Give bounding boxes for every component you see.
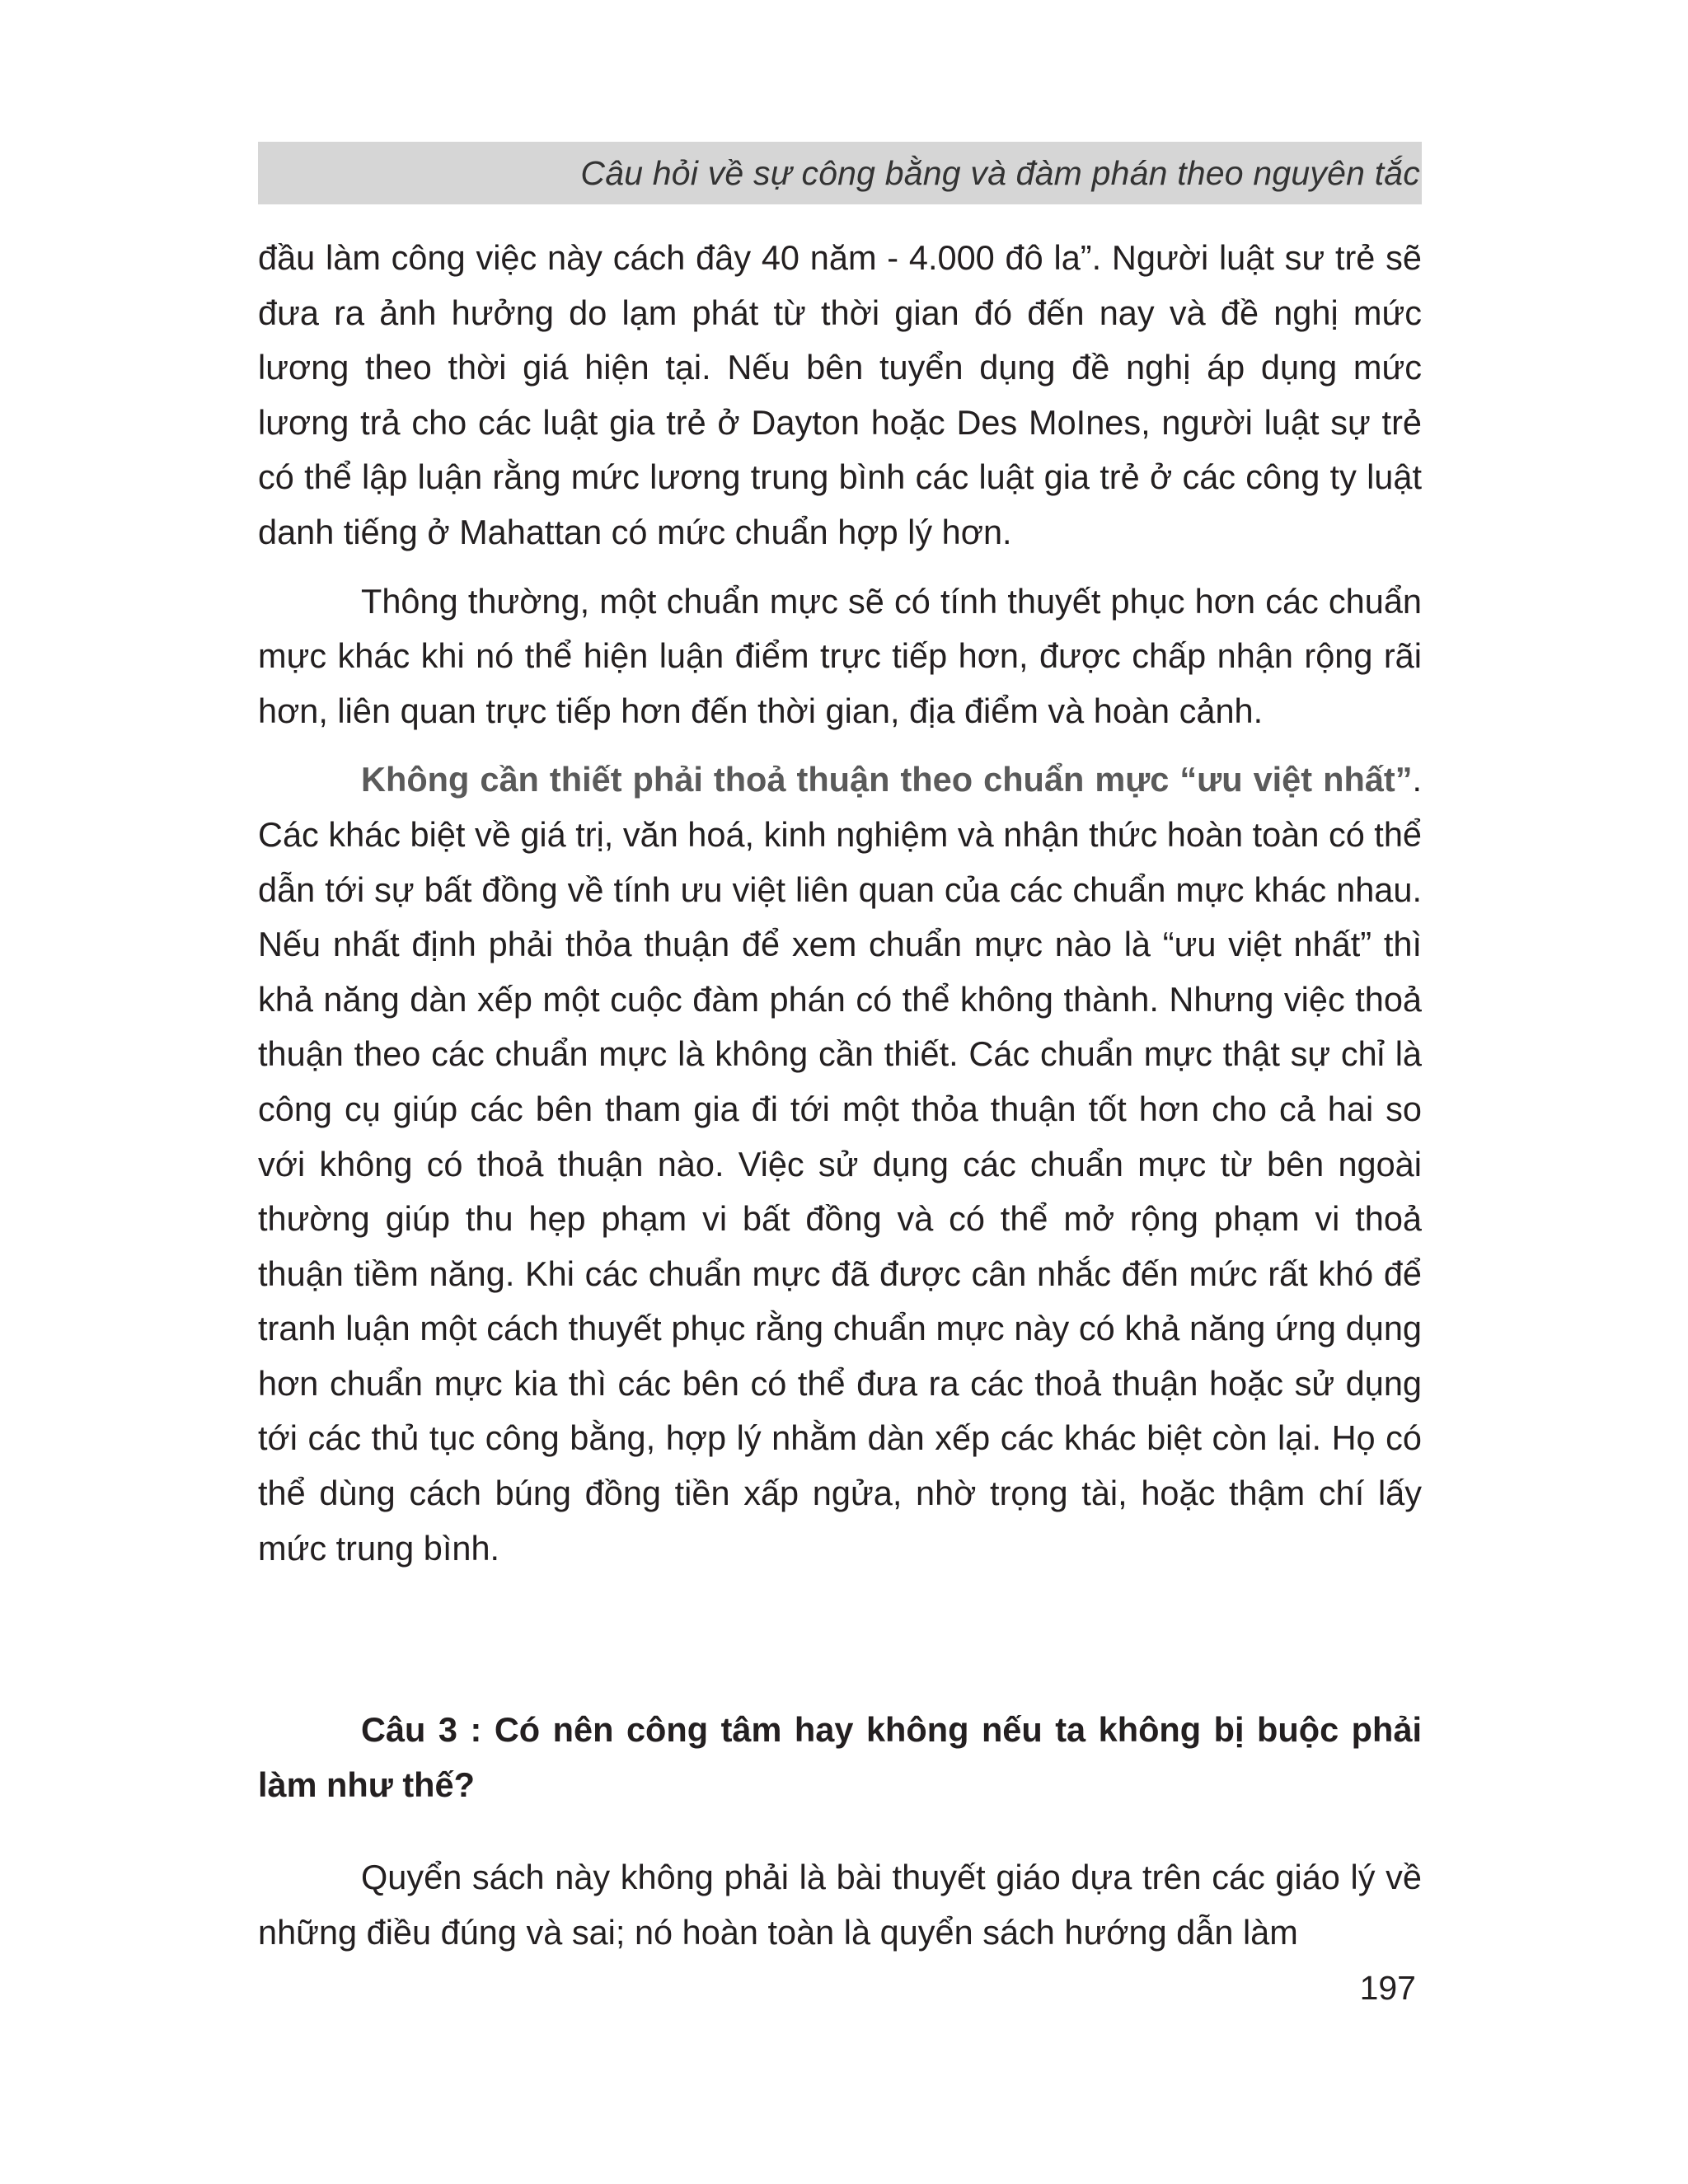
section-heading-question-3: Câu 3 : Có nên công tâm hay không nếu ta không bị buộc phải làm như thế? [258, 1710, 1422, 1804]
paragraph-no-need-best-standard [258, 752, 1422, 1576]
paragraph-book-purpose: Quyển sách này không phải là bài thuyết giáo dựa trên các giáo lý về những điều đúng và sai; nó hoàn toàn là quyển sách hướng dẫn làm [258, 1858, 1422, 1952]
paragraph-continued: đầu làm công việc này cách đây 40 năm - 4.000 đô la”. Người luật sư trẻ sẽ đưa ra ảnh hưởng do lạm phát từ thời gian đó đến nay và đề nghị mức lương theo thời giá hiện tại. Nếu bên tuyển dụng đề nghị áp dụng mức lương trả cho các luật gia trẻ ở Dayton hoặc Des MoInes, người luật sự trẻ có thể lập luận rằng mức lương trung bình các luật gia trẻ ở các công ty luật danh tiếng ở Mahattan có mức chuẩn hợp lý hơn. [258, 238, 1422, 551]
paragraph-body: . Các khác biệt về giá trị, văn hoá, kinh nghiệm và nhận thức hoàn toàn có thể dẫn tới sự bất đồng về tính ưu việt liên quan của các chuẩn mực khác nhau. Nếu nhất định phải thỏa thuận để xem chuẩn mực nào là “ưu việt nhất” thì khả năng dàn xếp một cuộc đàm phán có thể không thành. Nhưng việc thoả thuận theo các chuẩn mực là không cần thiết. Các chuẩn mực thật sự chỉ là công cụ giúp các bên tham gia đi tới một thỏa thuận tốt hơn cho cả hai so với không có thoả thuận nào. Việc sử dụng các chuẩn mực từ bên ngoài thường giúp thu hẹp phạm vi bất đồng và có thể mở rộng phạm vi thoả thuận tiềm năng. Khi các chuẩn mực đã được cân nhắc đến mức rất khó để tranh luận một cách thuyết phục rằng chuẩn mực này có khả năng ứng dụng hơn chuẩn mực kia thì các bên có thể đưa ra các thoả thuận hoặc sử dụng tới các thủ tục công bằng, hợp lý nhằm dàn xếp các khác biệt còn lại. Họ có thể dùng cách búng đồng tiền xấp ngửa, nhờ trọng tài, hoặc thậm chí lấy mức trung bình. [258, 760, 1422, 1568]
running-header [258, 142, 1422, 204]
body-text [258, 231, 1422, 1576]
paragraph-lead-bold: Không cần thiết phải thoả thuận theo chuẩn mực “ưu việt nhất” [361, 760, 1413, 799]
paragraph-standards-persuasive: Thông thường, một chuẩn mực sẽ có tính thuyết phục hơn các chuẩn mực khác khi nó thể hiện luận điểm trực tiếp hơn, được chấp nhận rộng rãi hơn, liên quan trực tiếp hơn đến thời gian, địa điểm và hoàn cảnh. [258, 581, 1422, 730]
running-header-title: Câu hỏi về sự công bằng và đàm phán theo nguyên tắc [580, 154, 1420, 192]
page-number: 197 [1359, 1969, 1416, 2007]
